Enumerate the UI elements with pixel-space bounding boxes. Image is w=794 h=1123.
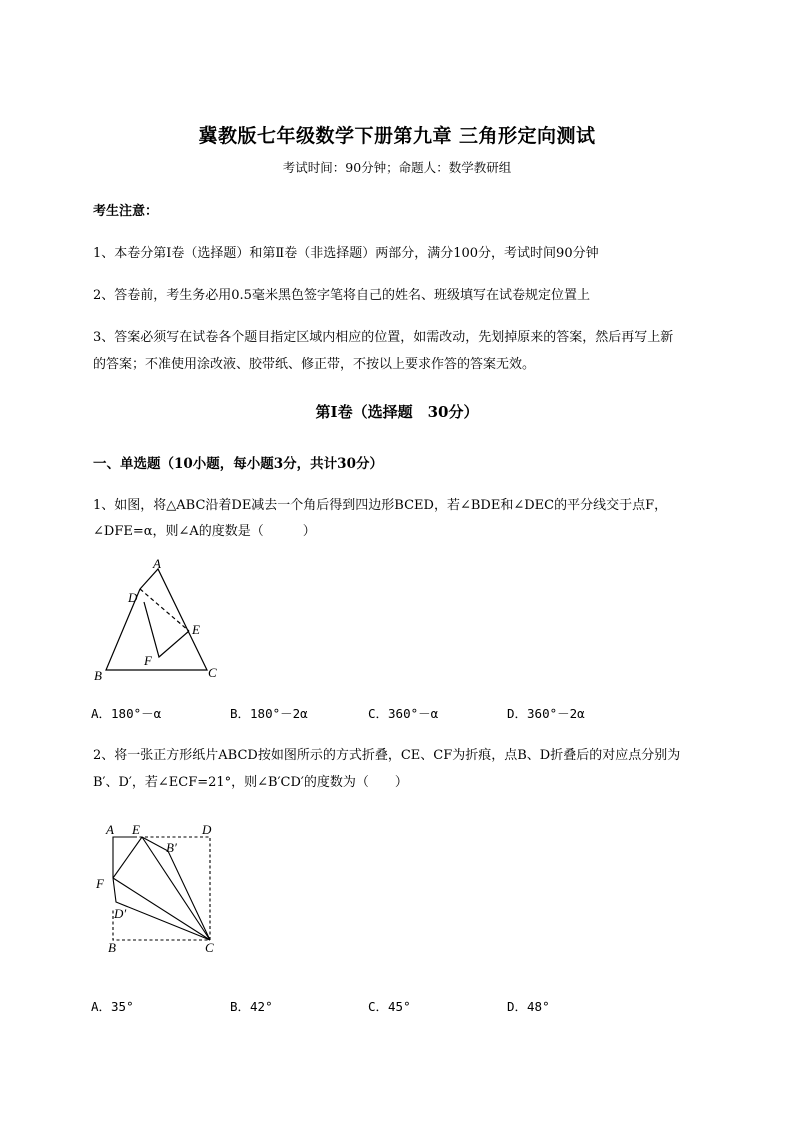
question-2-figure: [90, 818, 230, 958]
question-1-option-c[interactable]: C．360°－α: [368, 706, 439, 721]
fig1-label-d: D: [128, 590, 138, 605]
question-2-line-1: 2、将一张正方形纸片ABCD按如图所示的方式折叠，CE、CF为折痕，点B、D折叠后的对应点分别为: [93, 748, 681, 763]
exam-title: 冀教版七年级数学下册第九章 三角形定向测试: [198, 125, 596, 147]
edge-ef: [113, 837, 142, 878]
remaining-corner-a: [113, 837, 134, 878]
cut-line-de: [140, 589, 189, 631]
question-2-line-2: B′、D′，若∠ECF=21°，则∠B′CD′的度数为（ ）: [93, 775, 408, 790]
triangle-outline: [106, 569, 207, 670]
question-1-option-d[interactable]: D．360°－2α: [507, 706, 585, 721]
question-1-option-b[interactable]: B．180°－2α: [230, 706, 308, 721]
question-2-option-d[interactable]: D．48°: [507, 999, 550, 1014]
fig2-label-b: B: [108, 940, 116, 955]
fig2-label-c: C: [205, 940, 214, 955]
original-square-dashed: [113, 837, 210, 940]
notice-heading: 考生注意：: [93, 204, 159, 219]
notice-item-3-cont: 的答案；不准使用涂改液、胶带纸、修正带，不按以上要求作答的答案无效。: [93, 357, 536, 372]
question-2-option-b[interactable]: B．42°: [230, 999, 273, 1014]
fig1-label-e: E: [192, 622, 200, 637]
question-1-figure: [88, 552, 228, 687]
fig1-label-f: F: [144, 653, 152, 668]
notice-item-2: 2、答卷前，考生务必用0.5毫米黑色签字笔将自己的姓名、班级填写在试卷规定位置上: [93, 288, 590, 303]
question-1-option-a[interactable]: A．180°－α: [91, 706, 162, 721]
fig2-label-d-prime: D′: [114, 906, 127, 921]
question-1-line-2: ∠DFE=α，则∠A的度数是（ ）: [93, 524, 316, 539]
bisector-lines: [144, 602, 189, 657]
fig1-label-b: B: [94, 668, 102, 683]
fig2-label-d: D: [202, 822, 212, 837]
fig2-label-a: A: [106, 822, 114, 837]
fig1-label-c: C: [208, 665, 217, 680]
fig2-label-b-prime: B′: [166, 840, 177, 855]
question-2-option-a[interactable]: A．35°: [91, 999, 134, 1014]
exam-subtitle: 考试时间：90分钟；命题人：数学教研组: [282, 160, 512, 175]
part-heading: 一、单选题（10小题，每小题3分，共计30分）: [93, 456, 383, 472]
notice-item-3: 3、答案必须写在试卷各个题目指定区域内相应的位置，如需改动，先划掉原来的答案，然后再写上新: [93, 330, 674, 345]
question-2-option-c[interactable]: C．45°: [368, 999, 411, 1014]
fig2-label-f: F: [96, 876, 104, 891]
question-1-line-1: 1、如图，将△ABC沿着DE减去一个角后得到四边形BCED，若∠BDE和∠DEC的平分线交于点F，: [93, 498, 668, 513]
fig2-label-e: E: [132, 822, 140, 837]
fig1-label-a: A: [153, 556, 161, 571]
notice-item-1: 1、本卷分第I卷（选择题）和第Ⅱ卷（非选择题）两部分，满分100分，考试时间90分钟: [93, 246, 599, 261]
section-title: 第I卷（选择题 30分）: [315, 403, 479, 421]
